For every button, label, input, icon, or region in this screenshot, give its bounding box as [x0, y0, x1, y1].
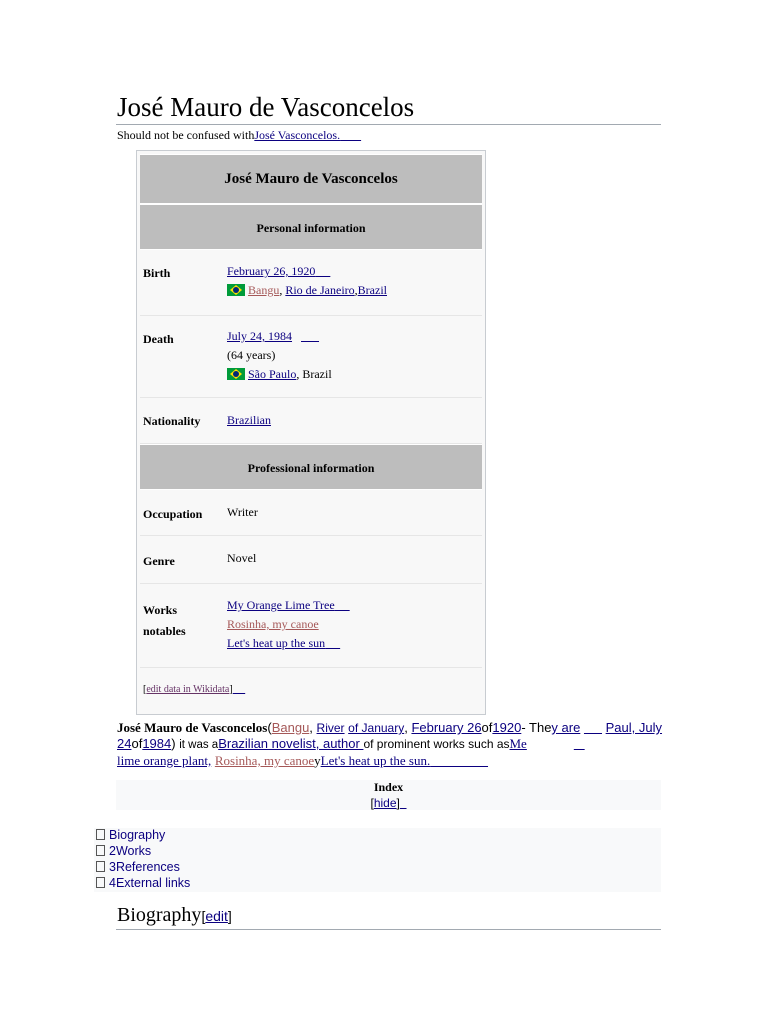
edit-wikidata-link[interactable]: edit data in Wikidata	[146, 684, 230, 695]
lead-novelist-link[interactable]: Brazilian novelist	[218, 736, 316, 751]
death-label: Death	[143, 332, 174, 346]
toc-item-references[interactable]	[96, 860, 180, 874]
hatnote-link-underline[interactable]	[340, 128, 361, 142]
biography-divider	[116, 929, 661, 930]
lead-sun-link[interactable]: Let's heat up the sun.	[320, 753, 431, 768]
toc-list	[94, 828, 661, 892]
toc-hide-link[interactable]: hide	[373, 796, 397, 810]
title-divider	[116, 124, 661, 125]
works-label	[143, 600, 186, 642]
occupation-value: Writer	[227, 505, 258, 519]
brazil-flag-icon	[227, 368, 245, 380]
death-age: (64 years)	[227, 348, 276, 362]
checkbox-icon	[96, 861, 105, 872]
death-row	[140, 316, 482, 398]
occupation-label: Occupation	[143, 507, 203, 521]
lead-river-link[interactable]: River	[316, 721, 345, 735]
toc-hide-underline[interactable]	[400, 796, 407, 810]
brazil-link[interactable]: Brazil	[357, 283, 387, 297]
lead-underline[interactable]	[584, 720, 602, 735]
lead-bangu-link[interactable]: Bangu	[271, 720, 310, 735]
toc-item-works[interactable]	[96, 844, 151, 858]
toc-item-label: 3References	[109, 860, 180, 874]
work-link-1[interactable]: My Orange Lime Tree	[227, 598, 335, 612]
toc-item-label: 2Works	[109, 844, 152, 858]
works-value	[227, 596, 350, 653]
work-link-3[interactable]: Let's heat up the sun	[227, 636, 326, 650]
rio-link[interactable]: Rio de Janeiro	[285, 283, 355, 297]
lead-text: of	[131, 736, 143, 751]
death-value: July 24, 1984 (64 years) São Paulo, Brazil	[227, 329, 332, 381]
death-date-link[interactable]: July 24, 1984	[227, 329, 293, 343]
professional-info-header: Professional information	[140, 444, 482, 490]
work-link-1-underline[interactable]	[335, 598, 350, 612]
brazil-flag-icon	[227, 284, 245, 296]
occupation-row	[140, 490, 482, 536]
nationality-label: Nationality	[143, 414, 201, 428]
bangu-link[interactable]: Bangu	[248, 283, 280, 297]
lead-rosinha-link[interactable]: Rosinha, my canoe	[214, 753, 315, 768]
edit-row	[140, 668, 482, 710]
personal-info-header: Personal information	[140, 204, 482, 250]
lead-lime-link[interactable]: lime orange plant,	[117, 753, 212, 768]
nationality-row	[140, 398, 482, 444]
birth-label: Birth	[143, 266, 171, 280]
hatnote	[117, 128, 361, 143]
infobox-title: José Mauro de Vasconcelos	[140, 154, 482, 204]
biography-edit-link[interactable]: edit	[205, 908, 228, 924]
biography-heading	[117, 904, 232, 927]
infobox	[136, 150, 486, 715]
lead-name: José Mauro de Vasconcelos	[117, 720, 268, 735]
toc-item-label: Biography	[109, 828, 166, 842]
lead-text: of	[481, 720, 493, 735]
lead-text: )	[171, 736, 180, 751]
toc-item-external-links[interactable]	[96, 876, 190, 890]
works-label-line2: notables	[143, 624, 186, 638]
lead-author-link[interactable]: , author	[315, 736, 364, 751]
checkbox-icon	[96, 829, 105, 840]
work-link-2[interactable]: Rosinha, my canoe	[227, 617, 319, 631]
toc-item-label: 4External links	[109, 876, 191, 890]
wikidata-edit: [edit data in Wikidata]	[143, 684, 245, 695]
lead-they-link[interactable]: y are	[551, 720, 581, 735]
biography-title: Biography	[117, 904, 202, 926]
lead-me-link[interactable]: Me	[509, 736, 527, 751]
checkbox-icon	[96, 877, 105, 888]
lead-paragraph: José Mauro de Vasconcelos(Bangu, River of January, February 26of1920- They are Paul, July 24of1984) it was aBrazilian novelist, author of prominent works such asMe lime orange plant, Rosinha, my canoeyLet's heat up the sun.	[117, 720, 663, 768]
lead-underline[interactable]	[430, 753, 488, 768]
death-country: Brazil	[302, 367, 332, 381]
checkbox-icon	[96, 845, 105, 856]
works-row	[140, 584, 482, 668]
lead-year-link[interactable]: 1920	[492, 720, 522, 735]
lead-deathdate-link[interactable]: Paul, July 24	[117, 720, 663, 751]
birth-row	[140, 250, 482, 316]
works-label-line1: Works	[143, 603, 178, 617]
lead-text: it was a	[179, 739, 219, 751]
birth-value: February 26, 1920 Bangu, Rio de Janeiro,Brazil	[227, 264, 387, 297]
birth-date-underline[interactable]	[315, 264, 330, 278]
lead-underline[interactable]	[574, 736, 585, 751]
toc-hide: [hide]	[116, 796, 661, 810]
biography-edit: [edit]	[201, 908, 232, 924]
toc-title: Index	[373, 780, 404, 794]
sao-paulo-link[interactable]: São Paulo	[248, 367, 297, 381]
lead-text: - The	[521, 720, 552, 735]
toc-item-biography[interactable]	[96, 828, 165, 842]
nationality-value	[227, 411, 271, 430]
edit-wikidata-underline[interactable]	[233, 684, 246, 695]
lead-text: y	[314, 753, 321, 768]
nationality-link[interactable]: Brazilian	[227, 413, 271, 427]
genre-label: Genre	[143, 554, 175, 568]
lead-january-link[interactable]: of January	[348, 721, 405, 735]
genre-value: Novel	[227, 551, 257, 565]
birth-date-link[interactable]: February 26, 1920	[227, 264, 316, 278]
lead-birthdate-link[interactable]: February 26	[411, 720, 482, 735]
toc-box	[116, 780, 661, 810]
hatnote-prefix: Should not be confused with	[117, 128, 255, 142]
page-title: José Mauro de Vasconcelos	[117, 92, 415, 122]
death-date-underline[interactable]	[301, 329, 319, 343]
work-link-3-underline[interactable]	[325, 636, 340, 650]
lead-deathyear-link[interactable]: 1984	[142, 736, 172, 751]
lead-text: of prominent works such as	[363, 737, 510, 751]
hatnote-link[interactable]: José Vasconcelos.	[254, 128, 341, 142]
genre-row	[140, 536, 482, 584]
